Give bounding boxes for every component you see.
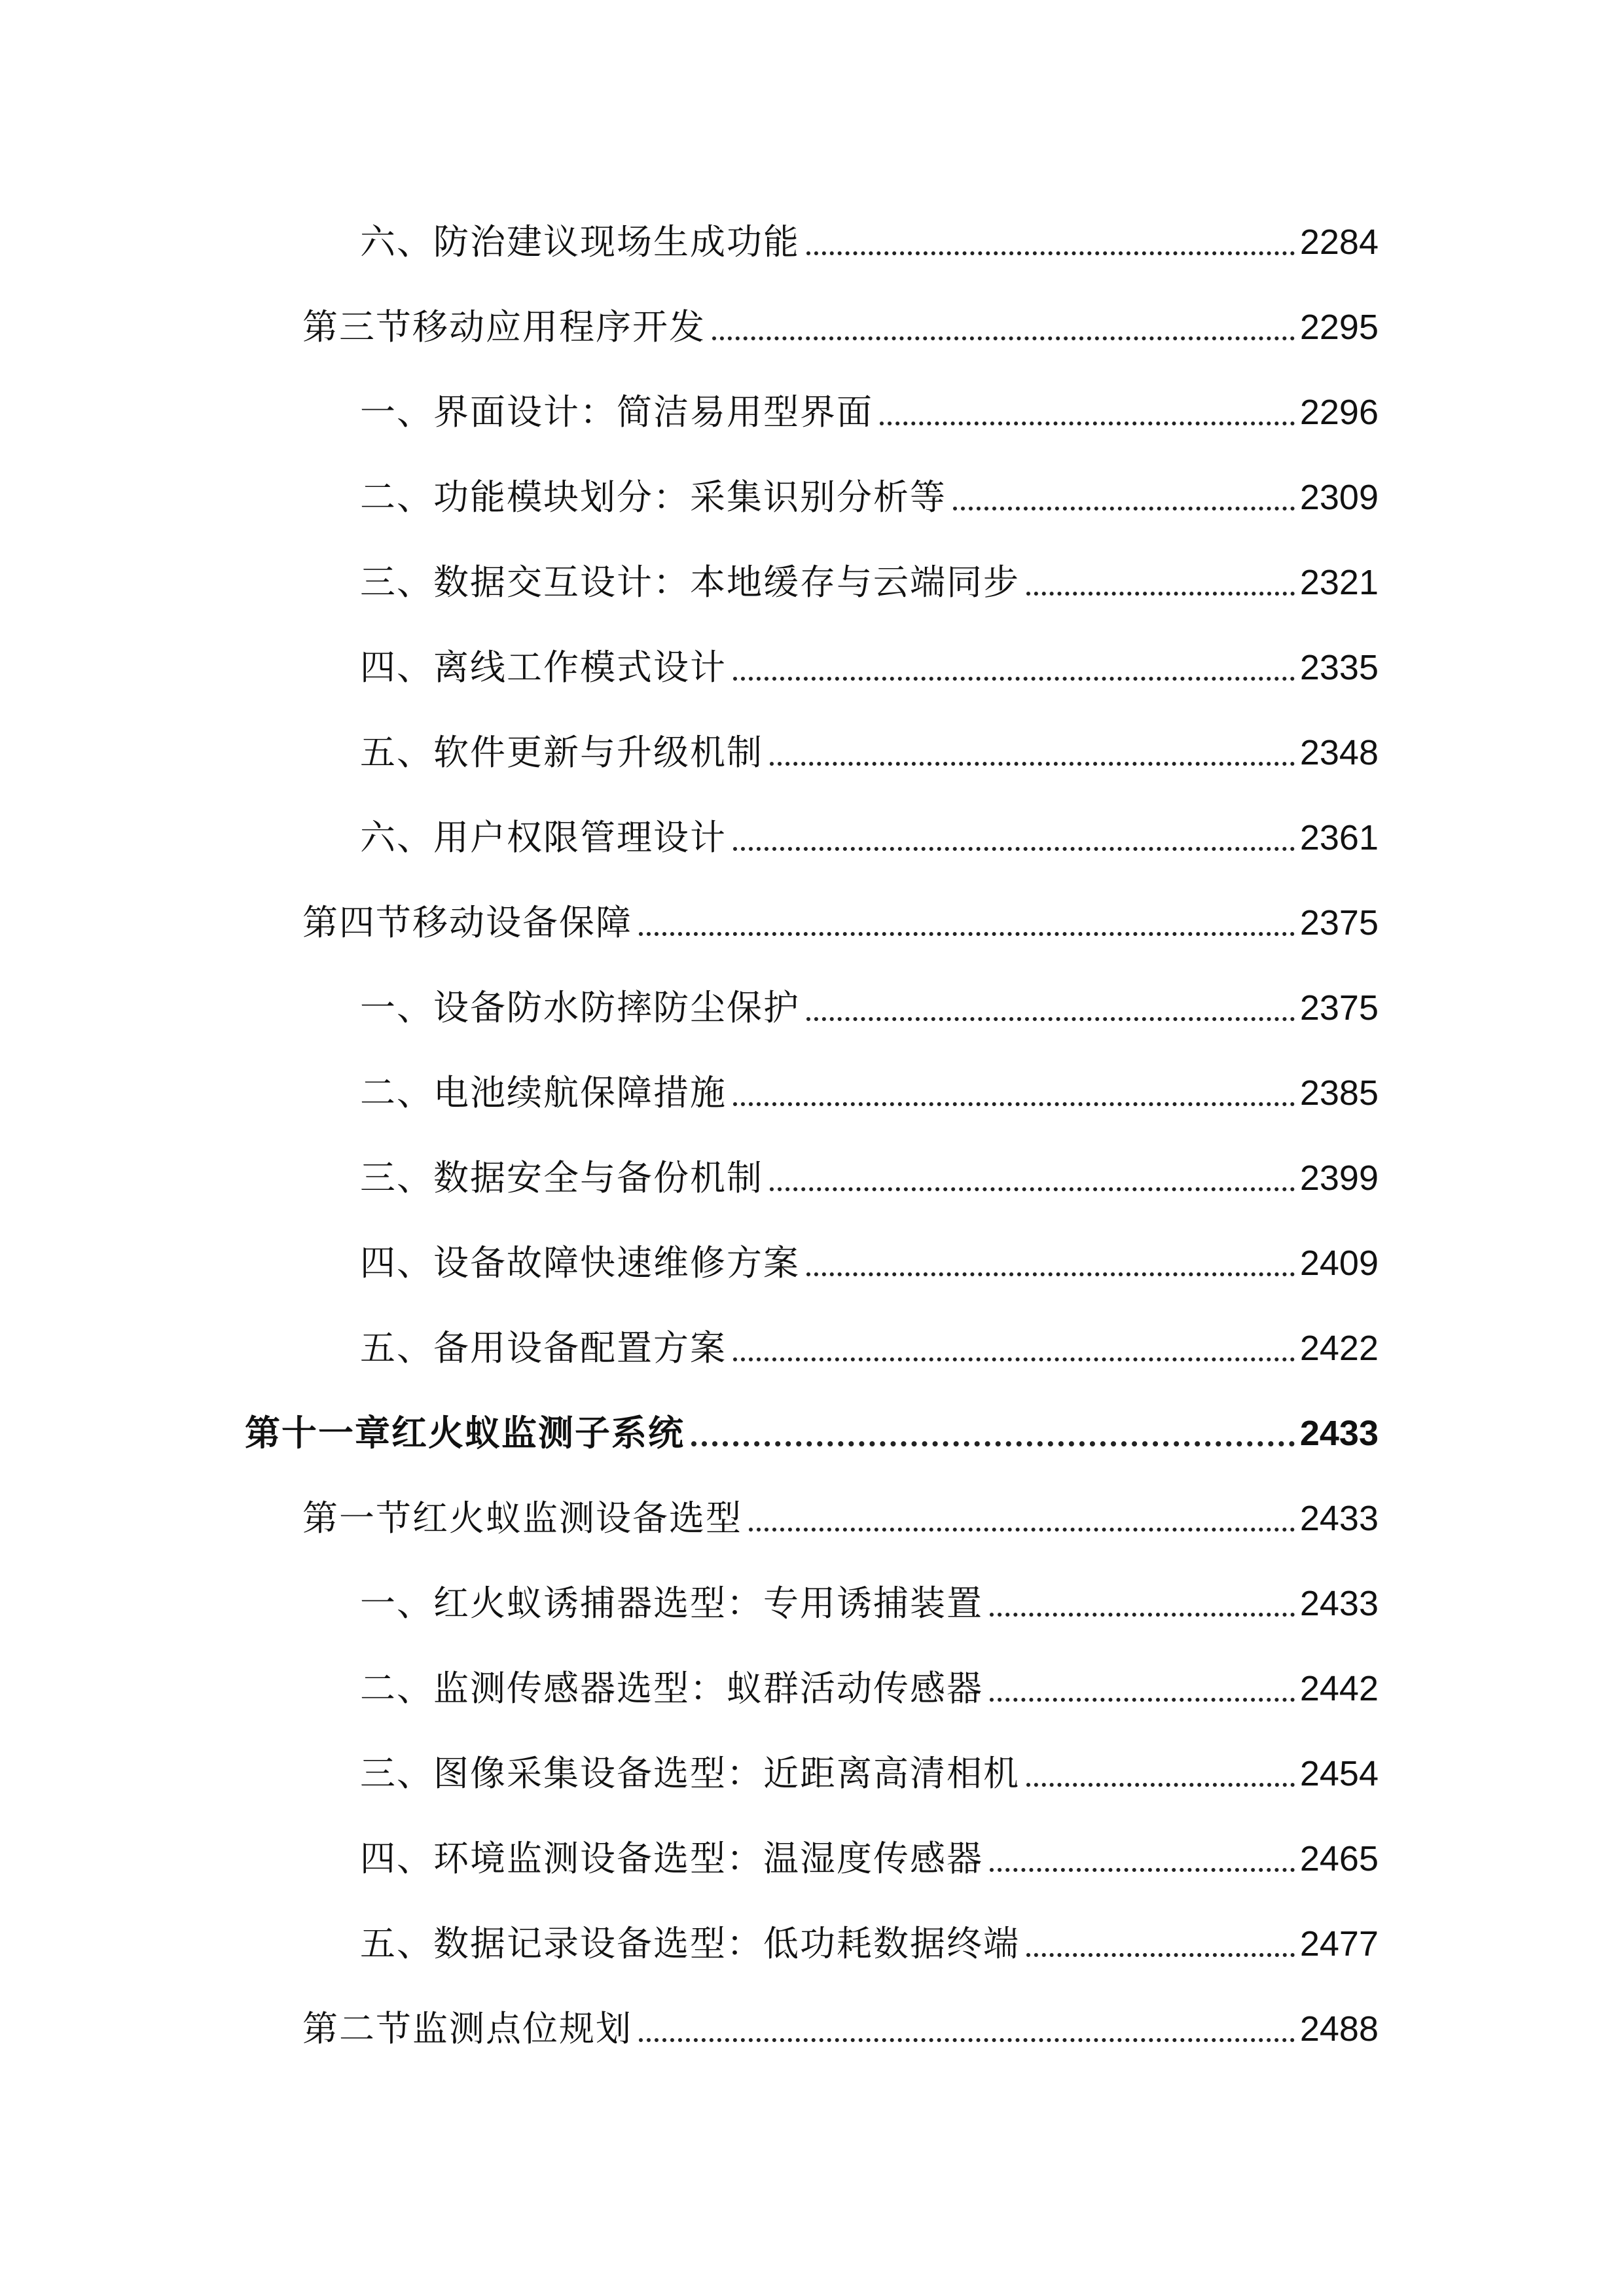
toc-entry bbox=[360, 1152, 1379, 1204]
toc-entry bbox=[360, 1918, 1379, 1970]
toc-page-number: 2295 bbox=[1299, 308, 1379, 347]
toc-entry-title: 四、设备故障快速维修方案 bbox=[360, 1242, 800, 1283]
toc-page-number: 2284 bbox=[1299, 223, 1379, 262]
toc-entry bbox=[360, 1237, 1379, 1289]
toc-page-number: 2321 bbox=[1299, 563, 1379, 602]
toc-dot-leader bbox=[733, 1102, 1295, 1106]
toc-dot-leader bbox=[749, 1528, 1295, 1532]
toc-page-number: 2335 bbox=[1299, 648, 1379, 687]
toc-entry bbox=[360, 386, 1379, 439]
toc-entry bbox=[360, 641, 1379, 694]
toc-dot-leader bbox=[806, 1017, 1295, 1021]
toc-entry bbox=[360, 1833, 1379, 1885]
toc-entry bbox=[360, 982, 1379, 1034]
toc-dot-leader bbox=[953, 507, 1295, 511]
toc-dot-leader bbox=[1026, 1783, 1295, 1787]
toc-entry bbox=[360, 1662, 1379, 1715]
toc-dot-leader bbox=[639, 2038, 1295, 2042]
toc-entry bbox=[360, 726, 1379, 779]
toc-entry bbox=[360, 1748, 1379, 1800]
toc-page-number: 2409 bbox=[1299, 1244, 1379, 1283]
toc-page-number: 2296 bbox=[1299, 393, 1379, 432]
toc-dot-leader bbox=[806, 251, 1295, 255]
toc-entry-title: 一、设备防水防摔防尘保护 bbox=[360, 987, 800, 1028]
toc-entry bbox=[302, 301, 1379, 353]
toc-chapter-entry bbox=[245, 1407, 1379, 1460]
toc-entry-title: 三、数据安全与备份机制 bbox=[360, 1157, 763, 1198]
toc-dot-leader bbox=[733, 847, 1295, 851]
toc-entry bbox=[360, 556, 1379, 609]
toc-dot-leader bbox=[770, 1187, 1295, 1191]
toc-page-number: 2488 bbox=[1299, 2009, 1379, 2049]
toc-entry bbox=[360, 1577, 1379, 1630]
toc-entry bbox=[302, 897, 1379, 949]
toc-page-number: 2465 bbox=[1299, 1839, 1379, 1878]
toc-entry-title: 一、红火蚁诱捕器选型：专用诱捕装置 bbox=[360, 1583, 983, 1624]
toc-entry bbox=[360, 1322, 1379, 1374]
toc-entry-title: 五、数据记录设备选型：低功耗数据终端 bbox=[360, 1923, 1020, 1964]
toc-page-number: 2385 bbox=[1299, 1073, 1379, 1113]
toc-entry-title: 第二节监测点位规划 bbox=[302, 2008, 632, 2049]
toc-entry-title: 第十一章红火蚁监测子系统 bbox=[245, 1412, 685, 1454]
toc-page-number: 2348 bbox=[1299, 733, 1379, 772]
toc-dot-leader bbox=[733, 1357, 1295, 1361]
toc-dot-leader bbox=[712, 336, 1295, 340]
toc-entry-title: 六、防治建议现场生成功能 bbox=[360, 221, 800, 262]
toc-dot-leader bbox=[990, 1698, 1295, 1702]
toc-page-number: 2477 bbox=[1299, 1924, 1379, 1964]
toc-page-number: 2433 bbox=[1299, 1499, 1379, 1538]
toc-entry-title: 六、用户权限管理设计 bbox=[360, 817, 727, 858]
toc-entry-title: 第三节移动应用程序开发 bbox=[302, 306, 706, 348]
toc-entry-title: 二、电池续航保障措施 bbox=[360, 1072, 727, 1113]
toc-entry-title: 三、数据交互设计：本地缓存与云端同步 bbox=[360, 562, 1020, 603]
toc-dot-leader bbox=[990, 1613, 1295, 1617]
toc-dot-leader bbox=[1026, 1953, 1295, 1957]
toc-entry bbox=[302, 1492, 1379, 1545]
toc-entry bbox=[302, 2003, 1379, 2055]
toc-page-number: 2309 bbox=[1299, 478, 1379, 517]
toc-entry-title: 二、功能模块划分：采集识别分析等 bbox=[360, 476, 947, 518]
toc-page-number: 2433 bbox=[1299, 1584, 1379, 1623]
toc-page-number: 2361 bbox=[1299, 818, 1379, 857]
toc-page-number: 2375 bbox=[1299, 903, 1379, 942]
toc-dot-leader bbox=[639, 932, 1295, 936]
toc-dot-leader bbox=[990, 1868, 1295, 1872]
toc-page-number: 2422 bbox=[1299, 1329, 1379, 1368]
toc-dot-leader bbox=[806, 1272, 1295, 1276]
toc-page-number: 2454 bbox=[1299, 1754, 1379, 1793]
toc-entry-title: 五、软件更新与升级机制 bbox=[360, 732, 763, 773]
toc-entry bbox=[360, 216, 1379, 268]
toc-entry-title: 第四节移动设备保障 bbox=[302, 902, 632, 943]
toc-entry-title: 二、监测传感器选型：蚁群活动传感器 bbox=[360, 1668, 983, 1709]
toc-entry-title: 四、离线工作模式设计 bbox=[360, 647, 727, 688]
toc-entry bbox=[360, 1067, 1379, 1119]
toc-entry-title: 第一节红火蚁监测设备选型 bbox=[302, 1498, 742, 1539]
toc-entry bbox=[360, 812, 1379, 864]
toc-page-number: 2433 bbox=[1299, 1414, 1379, 1453]
toc-page-number: 2375 bbox=[1299, 988, 1379, 1028]
toc-entry-title: 五、备用设备配置方案 bbox=[360, 1327, 727, 1369]
toc-entry-title: 一、界面设计：简洁易用型界面 bbox=[360, 391, 873, 433]
toc-dot-leader bbox=[733, 677, 1295, 681]
toc-dot-leader bbox=[691, 1441, 1295, 1446]
toc-dot-leader bbox=[880, 422, 1295, 425]
toc-dot-leader bbox=[1026, 592, 1295, 596]
toc-dot-leader bbox=[770, 762, 1295, 766]
toc-page-number: 2399 bbox=[1299, 1158, 1379, 1198]
toc-entry bbox=[360, 471, 1379, 524]
toc-entry-title: 三、图像采集设备选型：近距离高清相机 bbox=[360, 1753, 1020, 1794]
toc-entry-title: 四、环境监测设备选型：温湿度传感器 bbox=[360, 1838, 983, 1879]
toc-page-number: 2442 bbox=[1299, 1669, 1379, 1708]
